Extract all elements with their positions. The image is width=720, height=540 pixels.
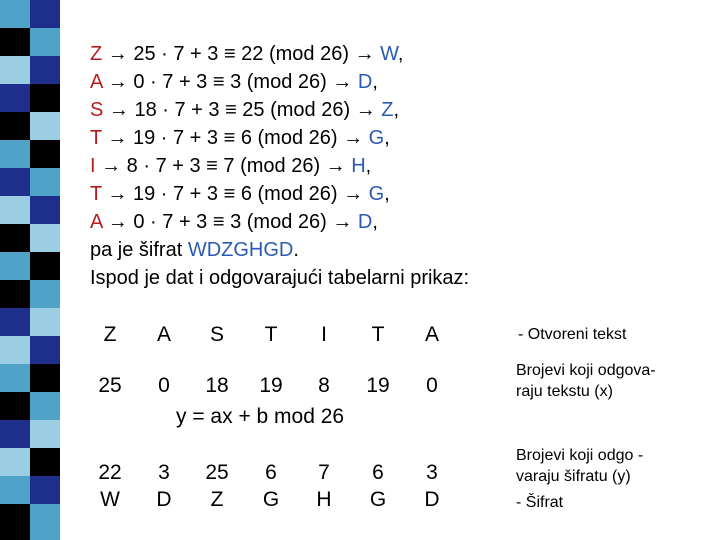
strip-block	[30, 252, 60, 280]
cipher-letter: D	[357, 211, 373, 233]
plain-letter: T	[90, 127, 102, 149]
strip-block	[0, 448, 30, 476]
strip-block	[30, 84, 60, 112]
result-suffix: .	[293, 239, 299, 261]
plain-letter: A	[90, 211, 103, 233]
cipher-line	[90, 70, 378, 94]
cipher-line	[90, 98, 399, 122]
cipher-line	[90, 210, 378, 234]
cipher-line	[90, 182, 390, 206]
cipher-letter: Z	[381, 99, 394, 121]
note-numbers-line2: raju tekstu (x)	[516, 383, 613, 400]
cipher-letter-cell: G	[369, 488, 387, 511]
number-cell: 25	[98, 374, 122, 397]
strip-block	[0, 84, 30, 112]
plain-letter: S	[90, 99, 104, 121]
strip-block	[30, 56, 60, 84]
result-prefix: pa je šifrat	[90, 239, 188, 261]
strip-block	[0, 308, 30, 336]
expression: → 25 · 7 + 3 ≡ 22 (mod 26) →	[102, 43, 381, 65]
strip-block	[30, 0, 60, 28]
strip-block	[0, 364, 30, 392]
punct: ,	[384, 127, 390, 149]
cipher-number-cell: 3	[158, 461, 170, 484]
decorative-strip	[0, 0, 62, 540]
strip-block	[30, 168, 60, 196]
strip-block	[0, 336, 30, 364]
strip-block	[0, 504, 30, 540]
expression: → 18 · 7 + 3 ≡ 25 (mod 26) →	[103, 99, 382, 121]
cipher-number-cell: 7	[318, 461, 330, 484]
plain-cell: T	[264, 323, 278, 346]
strip-block	[30, 392, 60, 420]
cipher-letter: G	[368, 127, 385, 149]
strip-block	[0, 56, 30, 84]
note-numbers-line1: Brojevi koji odgova-	[516, 362, 656, 379]
strip-block	[30, 504, 60, 540]
plain-cell: A	[156, 323, 171, 346]
cipher-letter-cell: H	[316, 488, 332, 511]
plain-cell: S	[209, 323, 224, 346]
strip-block	[30, 308, 60, 336]
strip-block	[30, 420, 60, 448]
plain-cell: Z	[103, 323, 117, 346]
cipher-line	[90, 126, 390, 150]
cipher-number-cell: 25	[205, 461, 229, 484]
note-cipher-line2: varaju šifratu (y)	[516, 468, 631, 485]
cipher-letter-cell: W	[100, 488, 120, 511]
strip-block	[30, 140, 60, 168]
number-cell: 18	[205, 374, 229, 397]
strip-block	[30, 196, 60, 224]
number-cell: 0	[158, 374, 170, 397]
strip-block	[0, 0, 30, 28]
expression: → 0 · 7 + 3 ≡ 3 (mod 26) →	[102, 71, 358, 93]
cipher-letter-cell: Z	[210, 488, 224, 511]
cipher-letter: H	[351, 155, 366, 177]
result-line	[90, 238, 299, 262]
cipher-letter: G	[368, 183, 385, 205]
strip-block	[30, 364, 60, 392]
cipher-text: WDZGHGD	[187, 239, 294, 261]
punct: ,	[372, 211, 378, 233]
punct: ,	[397, 43, 404, 65]
plain-cell: A	[424, 323, 439, 346]
punct: ,	[372, 71, 378, 93]
cipher-letter-cell: G	[262, 488, 280, 511]
strip-block	[30, 224, 60, 252]
note-open-text: - Otvoreni tekst	[518, 326, 627, 343]
number-cell: 8	[318, 374, 330, 397]
plain-cell: T	[371, 323, 385, 346]
strip-block	[0, 140, 30, 168]
strip-block	[30, 476, 60, 504]
plain-cell: I	[321, 323, 327, 346]
number-cell: 19	[259, 374, 283, 397]
strip-block	[0, 280, 30, 308]
strip-block	[0, 252, 30, 280]
cipher-letter: D	[357, 71, 373, 93]
strip-block	[0, 224, 30, 252]
strip-block	[0, 476, 30, 504]
expression: → 0 · 7 + 3 ≡ 3 (mod 26) →	[102, 211, 358, 233]
strip-block	[0, 392, 30, 420]
plain-letter: A	[90, 71, 103, 93]
strip-block	[0, 196, 30, 224]
plain-letter: Z	[90, 43, 103, 65]
strip-block	[0, 420, 30, 448]
strip-block	[30, 280, 60, 308]
number-cell: 0	[426, 374, 438, 397]
strip-block	[0, 168, 30, 196]
cipher-number-cell: 6	[372, 461, 384, 484]
cipher-number-cell: 6	[265, 461, 277, 484]
strip-block	[30, 28, 60, 56]
formula: y = ax + b mod 26	[176, 405, 345, 428]
plain-letter: T	[90, 183, 102, 205]
number-cell: 19	[366, 374, 390, 397]
cipher-letter-cell: D	[156, 488, 172, 511]
cipher-number-cell: 22	[98, 461, 122, 484]
punct: ,	[365, 155, 372, 177]
cipher-line	[90, 154, 371, 178]
cipher-letter-cell: D	[424, 488, 440, 511]
plain-letter: I	[90, 155, 96, 177]
cipher-line	[90, 42, 403, 66]
strip-block	[30, 112, 60, 140]
strip-block	[30, 448, 60, 476]
strip-block	[30, 336, 60, 364]
cipher-number-cell: 3	[426, 461, 438, 484]
expression: → 19 · 7 + 3 ≡ 6 (mod 26) →	[101, 127, 369, 149]
cipher-letter: W	[380, 43, 398, 65]
note-cipher-line1: Brojevi koji odgo -	[516, 447, 644, 464]
strip-block	[0, 28, 30, 56]
expression: → 19 · 7 + 3 ≡ 6 (mod 26) →	[101, 183, 369, 205]
punct: ,	[384, 183, 390, 205]
expression: → 8 · 7 + 3 ≡ 7 (mod 26) →	[95, 155, 352, 177]
punct: ,	[393, 99, 400, 121]
note-cipher-line3: - Šifrat	[516, 494, 564, 511]
strip-block	[0, 112, 30, 140]
intro-line: Ispod je dat i odgovarajući tabelarni prikaz:	[90, 267, 470, 289]
